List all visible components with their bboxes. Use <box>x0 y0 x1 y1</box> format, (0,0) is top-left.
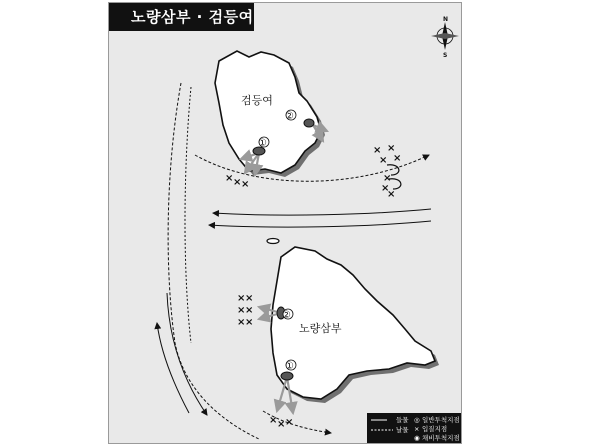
map-title: 노량삼부 · 검등여 <box>109 3 254 31</box>
legend-cast-label: 채비투척지점 <box>422 434 460 442</box>
x-mark: × <box>387 143 396 154</box>
spot-label-south-2: ② <box>282 310 291 321</box>
x-mark: × <box>285 417 294 428</box>
x-mark: × <box>373 145 382 156</box>
x-mark: × <box>241 179 250 190</box>
island-noryangsambu <box>271 247 439 403</box>
legend-bite-label: 입질지점 <box>422 425 448 433</box>
x-mark: × <box>237 317 246 328</box>
legend-flood-label: 들물 <box>396 416 409 424</box>
x-mark: × <box>269 415 278 426</box>
legend-spot-label: 일반투척지점 <box>422 416 460 424</box>
x-mark: × <box>383 173 392 184</box>
compass-north-label: N <box>443 16 449 23</box>
compass-rose-icon <box>431 16 459 59</box>
map-frame <box>108 2 462 444</box>
x-mark: × <box>245 317 254 328</box>
spot-label-south-1: ① <box>285 361 294 372</box>
ebb-current-west-2 <box>185 87 191 343</box>
flood-current-middle-1 <box>213 209 431 215</box>
x-mark: × <box>245 305 254 316</box>
x-mark: × <box>381 183 390 194</box>
spot-label-north-1: ① <box>258 138 267 149</box>
small-rock <box>267 239 279 244</box>
map-canvas <box>109 3 462 444</box>
legend-ebb-label: 날물 <box>396 426 409 434</box>
flood-current-middle-2 <box>209 221 431 227</box>
legend <box>367 413 461 444</box>
legend-cast-icon: ◉ <box>414 434 420 442</box>
x-mark: × <box>233 177 242 188</box>
legend-spot-icon: ◎ <box>414 416 420 424</box>
x-mark: × <box>379 155 388 166</box>
x-mark: × <box>237 305 246 316</box>
x-mark: × <box>225 173 234 184</box>
spot-label-north-2: ② <box>285 111 294 122</box>
legend-bite-icon: × <box>414 425 420 433</box>
x-mark: × <box>393 153 402 164</box>
x-mark: × <box>277 419 286 430</box>
island-name-south: 노량삼부 <box>299 322 342 335</box>
compass-south-label: S <box>443 52 448 59</box>
x-mark: × <box>237 293 246 304</box>
x-mark: × <box>245 293 254 304</box>
island-geomdeungyeo <box>215 51 325 177</box>
island-name-north: 검등여 <box>241 94 273 107</box>
x-mark: × <box>387 189 396 200</box>
